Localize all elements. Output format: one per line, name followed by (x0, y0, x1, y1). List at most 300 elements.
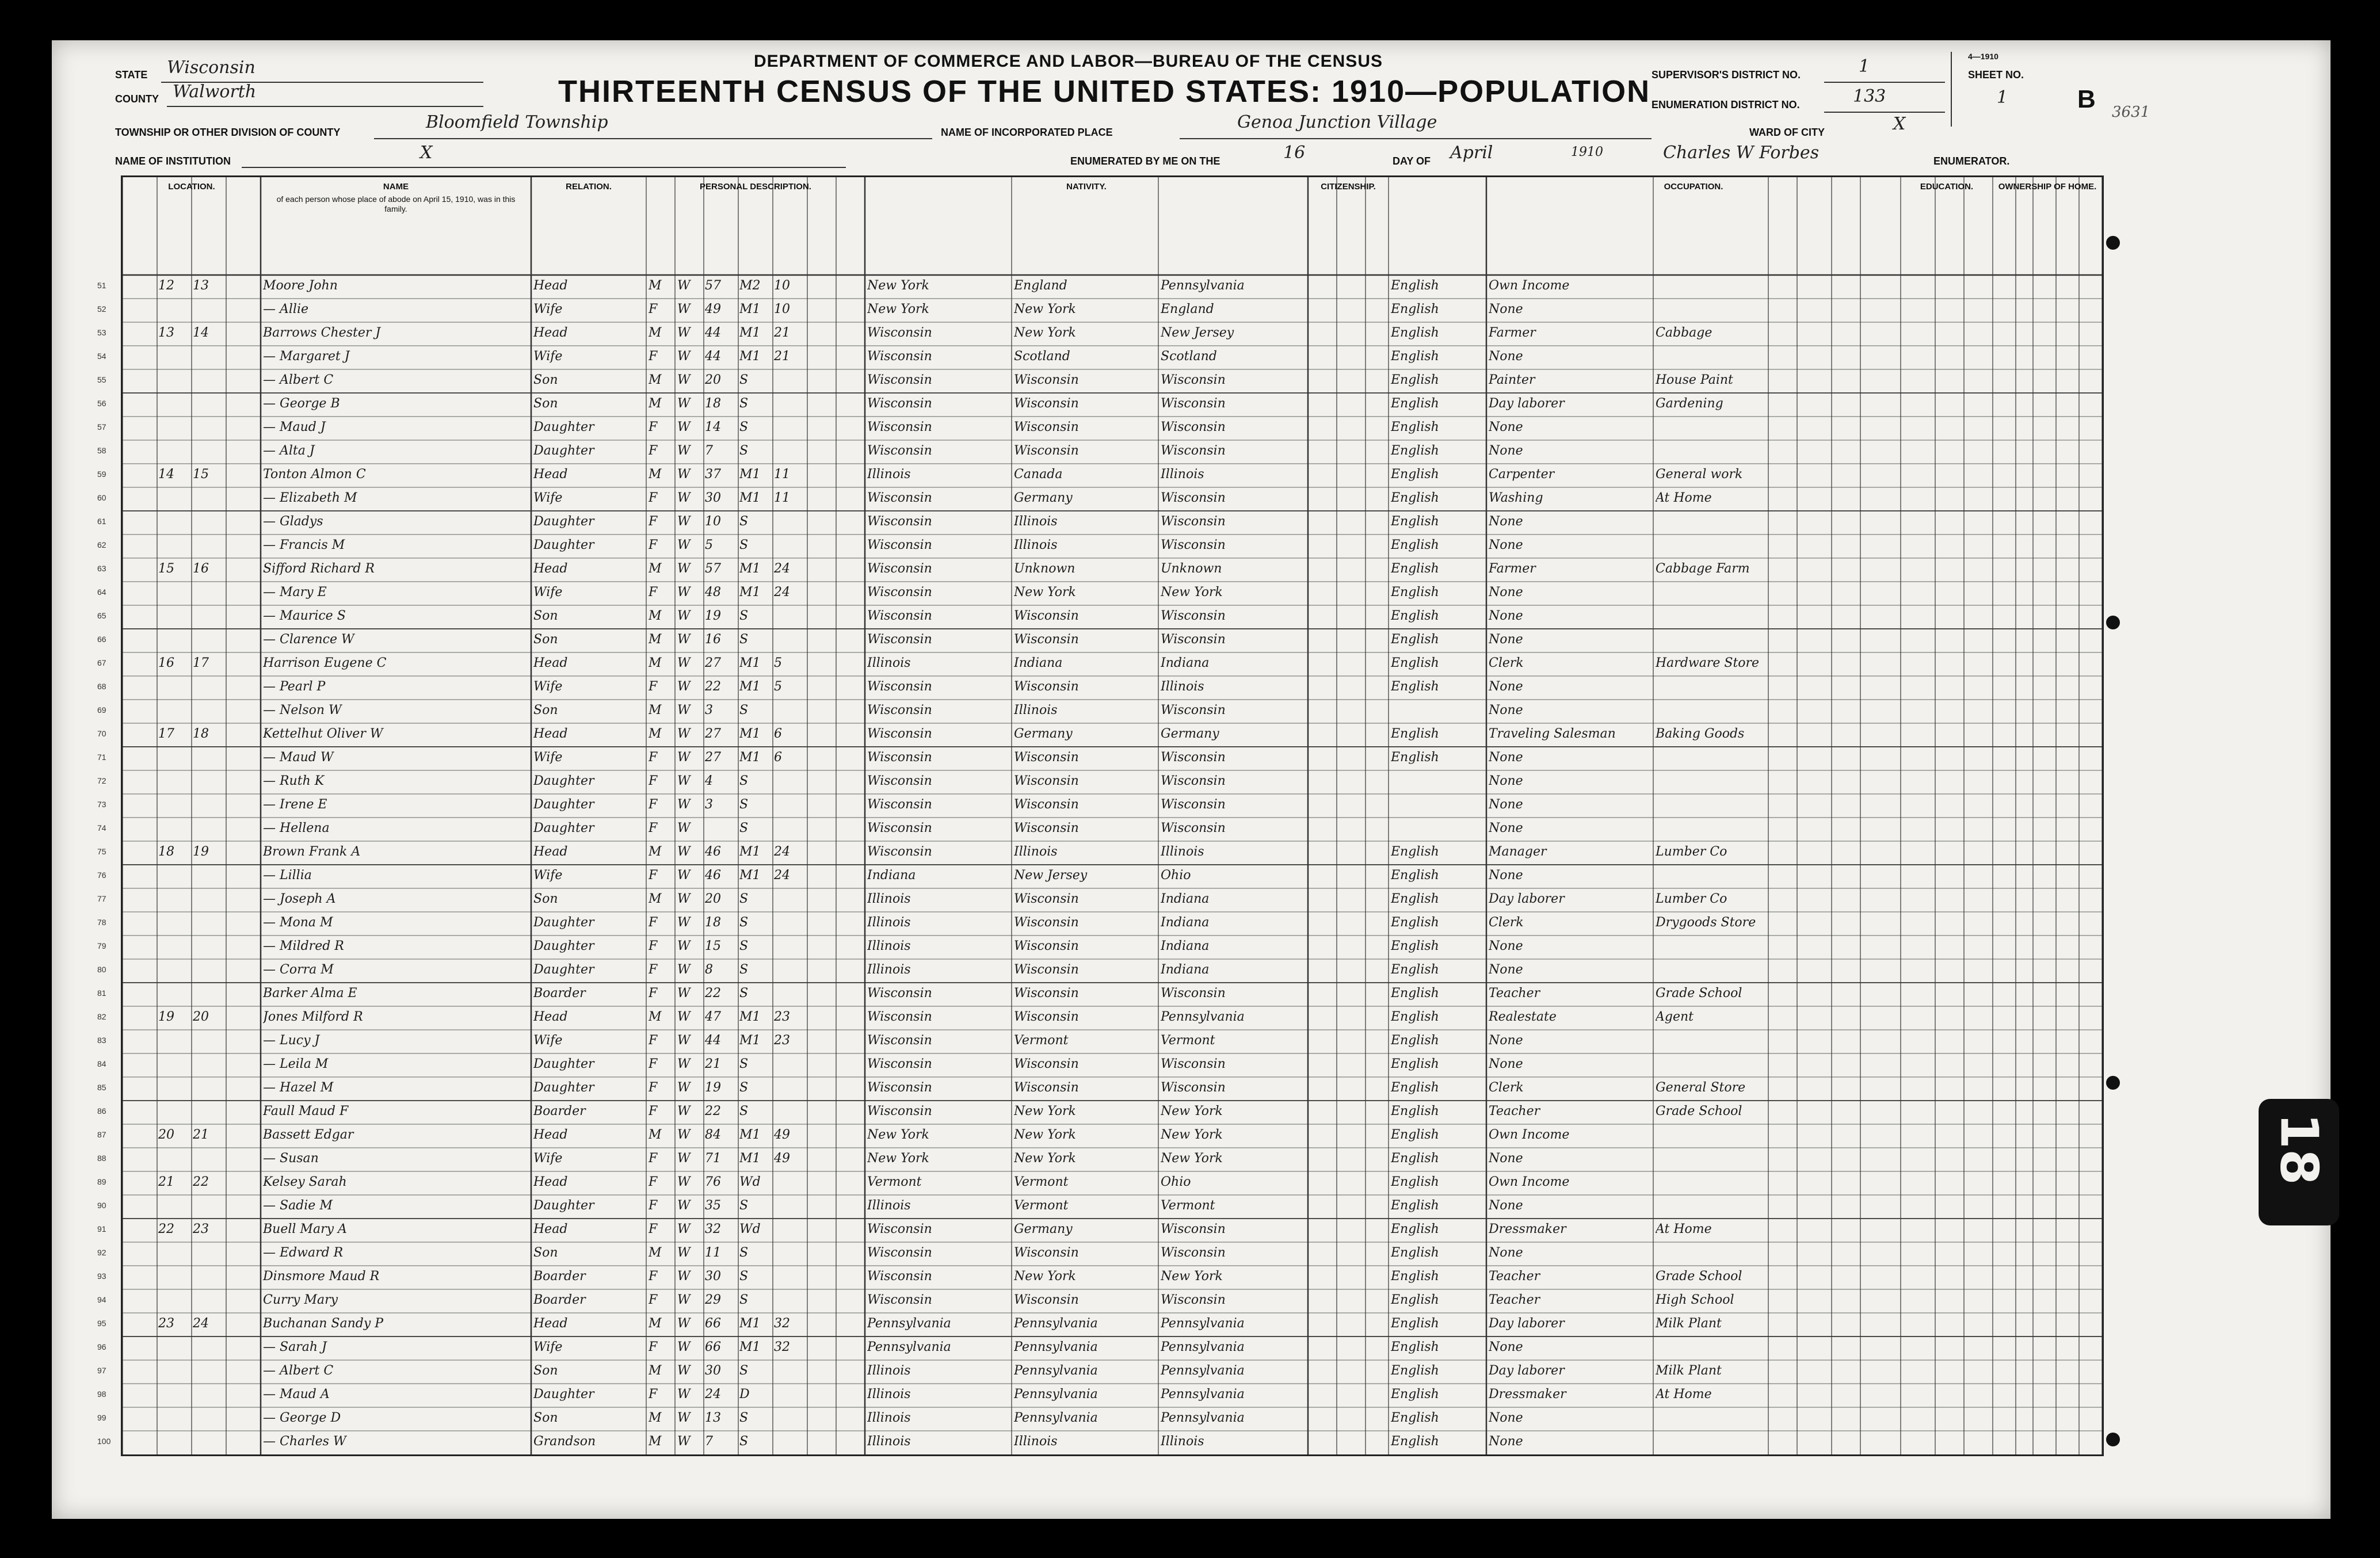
cell-age: 44 (705, 349, 721, 364)
cell-bp: Wisconsin (867, 349, 932, 364)
cell-occ: Clerk (1489, 915, 1524, 930)
cell-occ: None (1489, 679, 1523, 694)
cell-name: Dinsmore Maud R (263, 1269, 380, 1284)
cell-bpf: Wisconsin (1014, 420, 1079, 434)
cell-ind: Lumber Co (1656, 892, 1727, 906)
cell-ind: At Home (1656, 1387, 1712, 1402)
cell-race: W (677, 727, 691, 741)
line-number: 78 (97, 918, 106, 927)
cell-bpf: England (1014, 278, 1067, 293)
cell-ms: M1 (739, 845, 761, 859)
col-relation: RELATION. (566, 182, 612, 192)
table-row (97, 1407, 2102, 1431)
cell-lang: English (1391, 986, 1439, 1001)
cell-ind: Hardware Store (1656, 656, 1760, 670)
cell-occ: None (1489, 1198, 1523, 1213)
cell-sex: M (649, 727, 662, 741)
cell-lang: English (1391, 1340, 1439, 1354)
county-value: Walworth (173, 82, 257, 102)
line-number: 63 (97, 564, 106, 573)
cell-age: 46 (705, 868, 721, 883)
line-number: 73 (97, 800, 106, 809)
cell-bp: Wisconsin (867, 845, 932, 859)
cell-bpf: Germany (1014, 1222, 1073, 1236)
cell-ms: S (739, 444, 749, 458)
cell-lang: English (1391, 915, 1439, 930)
cell-age: 8 (705, 963, 713, 977)
cell-sex: F (649, 514, 658, 529)
census-title: THIRTEENTH CENSUS OF THE UNITED STATES: 1910—POPULATION (558, 74, 1651, 109)
cell-ms: M1 (739, 585, 761, 599)
cell-bpf: Wisconsin (1014, 396, 1079, 411)
cell-age: 49 (705, 302, 721, 316)
cell-ms: S (739, 1364, 749, 1378)
cell-race: W (677, 302, 691, 316)
cell-sex: F (649, 1387, 658, 1402)
cell-bpm: Wisconsin (1161, 632, 1226, 647)
cell-rel: Son (533, 892, 558, 906)
col-ownership: OWNERSHIP OF HOME. (1998, 182, 2097, 192)
cell-ms: S (739, 1411, 749, 1425)
cell-rel: Son (533, 632, 558, 647)
line-number: 65 (97, 611, 106, 620)
cell-bpf: New York (1014, 1269, 1076, 1284)
township-label: TOWNSHIP OR OTHER DIVISION OF COUNTY (115, 127, 341, 138)
cell-race: W (677, 326, 691, 340)
cell-ms: M1 (739, 1340, 761, 1354)
cell-age: 22 (705, 1104, 721, 1118)
cell-bp: Wisconsin (867, 1104, 932, 1118)
table-row (97, 299, 2102, 322)
cell-occ: None (1489, 609, 1523, 623)
cell-bpm: Wisconsin (1161, 1246, 1226, 1260)
cell-bp: Illinois (867, 1411, 911, 1425)
cell-name: — Susan (263, 1151, 319, 1166)
cell-bpm: Germany (1161, 727, 1219, 741)
binder-hole (2106, 1433, 2120, 1446)
cell-ms: S (739, 797, 749, 812)
table-row (97, 912, 2102, 935)
cell-ms: S (739, 821, 749, 835)
cell-bpf: New York (1014, 1104, 1076, 1118)
cell-ind: Cabbage (1656, 326, 1712, 340)
cell-bp: Illinois (867, 656, 911, 670)
cell-bpf: Wisconsin (1014, 609, 1079, 623)
cell-age: 29 (705, 1293, 721, 1307)
table-row (97, 605, 2102, 629)
cell-ind: Grade School (1656, 1104, 1742, 1118)
cell-ind: Gardening (1656, 396, 1723, 411)
cell-bp: Wisconsin (867, 538, 932, 552)
col-name-sub: of each person whose place of abode on April 15, 1910, was in this family. (276, 194, 516, 213)
cell-race: W (677, 1033, 691, 1048)
form-number: 4—1910 (1968, 52, 1998, 61)
table-row (97, 1148, 2102, 1171)
cell-yrs: 5 (774, 679, 782, 694)
cell-bp: Vermont (867, 1175, 922, 1189)
cell-rel: Head (533, 1175, 568, 1189)
cell-bpm: New York (1161, 585, 1223, 599)
cell-bpf: Wisconsin (1014, 939, 1079, 953)
census-table (97, 175, 2104, 1456)
cell-sex: F (649, 821, 658, 835)
cell-occ: None (1489, 585, 1523, 599)
cell-age: 71 (705, 1151, 721, 1166)
cell-race: W (677, 444, 691, 458)
cell-occ: None (1489, 514, 1523, 529)
cell-name: — Joseph A (263, 892, 336, 906)
cell-bpf: Illinois (1014, 538, 1058, 552)
cell-sex: M (649, 1411, 662, 1425)
cell-occ: None (1489, 420, 1523, 434)
cell-lang: English (1391, 727, 1439, 741)
table-row (97, 582, 2102, 605)
cell-fam: 24 (193, 1316, 209, 1331)
cell-occ: Painter (1489, 373, 1535, 387)
cell-rel: Wife (533, 1033, 563, 1048)
cell-lang: English (1391, 845, 1439, 859)
cell-bp: Illinois (867, 939, 911, 953)
cell-name: — Allie (263, 302, 309, 316)
cell-age: 13 (705, 1411, 721, 1425)
cell-lang: English (1391, 420, 1439, 434)
sheet-side: B (2077, 85, 2096, 113)
line-number: 79 (97, 941, 106, 950)
line-number: 92 (97, 1248, 106, 1257)
line-number: 77 (97, 894, 106, 903)
cell-bp: Wisconsin (867, 1033, 932, 1048)
cell-bp: New York (867, 1128, 929, 1142)
cell-bpm: Wisconsin (1161, 750, 1226, 765)
cell-rel: Son (533, 1364, 558, 1378)
cell-bpf: Illinois (1014, 514, 1058, 529)
cell-sex: F (649, 1175, 658, 1189)
col-nativity: NATIVITY. (1066, 182, 1107, 192)
cell-lang: English (1391, 278, 1439, 293)
cell-bp: New York (867, 278, 929, 293)
cell-race: W (677, 915, 691, 930)
cell-ms: S (739, 915, 749, 930)
cell-ms: S (739, 396, 749, 411)
cell-bpm: Pennsylvania (1161, 1316, 1245, 1331)
cell-rel: Wife (533, 1151, 563, 1166)
cell-race: W (677, 1222, 691, 1236)
cell-occ: None (1489, 302, 1523, 316)
cell-lang: English (1391, 679, 1439, 694)
cell-age: 24 (705, 1387, 721, 1402)
cell-race: W (677, 679, 691, 694)
cell-sex: F (649, 538, 658, 552)
cell-race: W (677, 562, 691, 576)
cell-bpm: Wisconsin (1161, 491, 1226, 505)
cell-bp: Wisconsin (867, 326, 932, 340)
cell-bpm: New York (1161, 1104, 1223, 1118)
line-number: 98 (97, 1389, 106, 1399)
cell-lang: English (1391, 538, 1439, 552)
table-row (97, 1313, 2102, 1336)
line-number: 64 (97, 587, 106, 597)
table-row (97, 511, 2102, 534)
cell-bpf: Wisconsin (1014, 892, 1079, 906)
enumerated-label: ENUMERATED BY ME ON THE (1070, 155, 1220, 167)
line-number: 90 (97, 1201, 106, 1210)
cell-bp: Wisconsin (867, 1010, 932, 1024)
cell-bp: Wisconsin (867, 1057, 932, 1071)
cell-ms: D (739, 1387, 750, 1402)
cell-race: W (677, 845, 691, 859)
incorporated-place-value: Genoa Junction Village (1237, 112, 1437, 132)
line-number: 70 (97, 729, 106, 738)
cell-sex: F (649, 679, 658, 694)
cell-age: 35 (705, 1198, 721, 1213)
census-sheet (52, 40, 2331, 1519)
cell-dw: 17 (158, 727, 174, 741)
cell-race: W (677, 1364, 691, 1378)
cell-bpf: Wisconsin (1014, 632, 1079, 647)
cell-occ: None (1489, 868, 1523, 883)
cell-yrs: 49 (774, 1151, 790, 1166)
cell-age: 84 (705, 1128, 721, 1142)
table-row (97, 700, 2102, 723)
cell-lang: English (1391, 444, 1439, 458)
cell-ms: S (739, 373, 749, 387)
cell-rel: Head (533, 278, 568, 293)
cell-ms: M2 (739, 278, 761, 293)
cell-ms: M1 (739, 1033, 761, 1048)
cell-race: W (677, 1387, 691, 1402)
cell-bpf: Wisconsin (1014, 444, 1079, 458)
frame-number-stamp (2259, 1099, 2339, 1225)
cell-ms: S (739, 1057, 749, 1071)
cell-ms: M1 (739, 1316, 761, 1331)
cell-ms: M1 (739, 750, 761, 765)
table-row (97, 770, 2102, 794)
cell-name: — Mary E (263, 585, 327, 599)
line-number: 59 (97, 469, 106, 479)
cell-occ: None (1489, 963, 1523, 977)
cell-bpm: Vermont (1161, 1033, 1215, 1048)
line-number: 56 (97, 399, 106, 408)
cell-yrs: 24 (774, 585, 790, 599)
cell-bpm: Wisconsin (1161, 609, 1226, 623)
day-value: 16 (1283, 143, 1306, 163)
line-number: 72 (97, 776, 106, 785)
cell-occ: Own Income (1489, 1175, 1570, 1189)
cell-occ: None (1489, 1151, 1523, 1166)
line-number: 84 (97, 1059, 106, 1068)
cell-race: W (677, 1104, 691, 1118)
cell-yrs: 32 (774, 1316, 790, 1331)
cell-age: 15 (705, 939, 721, 953)
institution-value: X (420, 143, 433, 163)
cell-bpf: New York (1014, 585, 1076, 599)
cell-lang: English (1391, 1057, 1439, 1071)
cell-bpf: Wisconsin (1014, 1010, 1079, 1024)
cell-ind: Grade School (1656, 1269, 1742, 1284)
cell-sex: F (649, 939, 658, 953)
line-number: 97 (97, 1366, 106, 1375)
table-row (97, 464, 2102, 487)
cell-occ: None (1489, 1411, 1523, 1425)
line-number: 94 (97, 1295, 106, 1304)
col-personal: PERSONAL DESCRIPTION. (700, 182, 811, 192)
cell-lang: English (1391, 1080, 1439, 1095)
cell-name: — Alta J (263, 444, 315, 458)
cell-dw: 19 (158, 1010, 174, 1024)
cell-ind: General Store (1656, 1080, 1746, 1095)
cell-bpf: Pennsylvania (1014, 1340, 1098, 1354)
cell-dw: 15 (158, 562, 174, 576)
cell-age: 7 (705, 1434, 713, 1449)
cell-lang: English (1391, 963, 1439, 977)
cell-age: 21 (705, 1057, 721, 1071)
cell-rel: Grandson (533, 1434, 596, 1449)
cell-bpf: Illinois (1014, 845, 1058, 859)
cell-ind: High School (1656, 1293, 1734, 1307)
cell-ms: M1 (739, 491, 761, 505)
cell-rel: Wife (533, 1340, 563, 1354)
cell-age: 19 (705, 609, 721, 623)
table-row (97, 1242, 2102, 1266)
cell-ms: Wd (739, 1222, 761, 1236)
cell-bp: Wisconsin (867, 562, 932, 576)
cell-rel: Wife (533, 868, 563, 883)
cell-bp: Wisconsin (867, 585, 932, 599)
cell-ind: Milk Plant (1656, 1364, 1722, 1378)
cell-occ: None (1489, 1340, 1523, 1354)
line-number: 96 (97, 1342, 106, 1351)
cell-sex: M (649, 845, 662, 859)
cell-sex: F (649, 1104, 658, 1118)
cell-bpf: Wisconsin (1014, 679, 1079, 694)
cell-lang: English (1391, 1151, 1439, 1166)
cell-bp: Wisconsin (867, 1222, 932, 1236)
cell-occ: None (1489, 444, 1523, 458)
cell-occ: Day laborer (1489, 892, 1565, 906)
cell-race: W (677, 1434, 691, 1449)
cell-name: — Gladys (263, 514, 323, 529)
cell-dw: 13 (158, 326, 174, 340)
cell-lang: English (1391, 939, 1439, 953)
cell-lang: English (1391, 514, 1439, 529)
line-number: 57 (97, 422, 106, 431)
line-number: 85 (97, 1083, 106, 1092)
cell-name: Barker Alma E (263, 986, 357, 1001)
cell-ms: M1 (739, 1010, 761, 1024)
cell-bp: Wisconsin (867, 444, 932, 458)
cell-race: W (677, 491, 691, 505)
cell-occ: Dressmaker (1489, 1387, 1566, 1402)
cell-yrs: 11 (774, 491, 790, 505)
cell-bpm: Wisconsin (1161, 1222, 1226, 1236)
cell-occ: None (1489, 538, 1523, 552)
cell-name: — Lillia (263, 868, 312, 883)
table-row (97, 629, 2102, 652)
cell-occ: Washing (1489, 491, 1543, 505)
cell-ms: S (739, 892, 749, 906)
cell-name: — George B (263, 396, 340, 411)
line-number: 95 (97, 1319, 106, 1328)
cell-lang: English (1391, 373, 1439, 387)
cell-fam: 20 (193, 1010, 209, 1024)
cell-rel: Head (533, 656, 568, 670)
cell-bpm: Illinois (1161, 845, 1204, 859)
cell-dw: 23 (158, 1316, 174, 1331)
cell-lang: English (1391, 1364, 1439, 1378)
cell-fam: 15 (193, 467, 209, 482)
cell-bp: Wisconsin (867, 514, 932, 529)
cell-bpm: Wisconsin (1161, 1057, 1226, 1071)
cell-fam: 16 (193, 562, 209, 576)
cell-bpm: Pennsylvania (1161, 1340, 1245, 1354)
cell-bpm: Vermont (1161, 1198, 1215, 1213)
cell-ms: M1 (739, 562, 761, 576)
cell-fam: 17 (193, 656, 209, 670)
cell-bp: Wisconsin (867, 986, 932, 1001)
cell-occ: Teacher (1489, 986, 1540, 1001)
table-row (97, 747, 2102, 770)
cell-sex: F (649, 915, 658, 930)
cell-bp: Illinois (867, 467, 911, 482)
cell-name: — Irene E (263, 797, 327, 812)
cell-occ: Clerk (1489, 1080, 1524, 1095)
cell-bp: Wisconsin (867, 1269, 932, 1284)
cell-name: — Leila M (263, 1057, 329, 1071)
cell-fam: 19 (193, 845, 209, 859)
table-row (97, 1171, 2102, 1195)
cell-race: W (677, 420, 691, 434)
cell-rel: Son (533, 703, 558, 717)
enumerator-label: ENUMERATOR. (1933, 155, 2010, 167)
cell-race: W (677, 349, 691, 364)
cell-occ: Realestate (1489, 1010, 1557, 1024)
cell-ms: M1 (739, 1128, 761, 1142)
cell-sex: M (649, 467, 662, 482)
cell-bpf: Germany (1014, 491, 1073, 505)
cell-bpm: Unknown (1161, 562, 1222, 576)
cell-dw: 22 (158, 1222, 174, 1236)
cell-lang: English (1391, 1175, 1439, 1189)
line-number: 86 (97, 1106, 106, 1116)
binder-hole (2106, 1076, 2120, 1090)
table-row (97, 888, 2102, 912)
cell-dw: 21 (158, 1175, 174, 1189)
cell-bpf: Wisconsin (1014, 1293, 1079, 1307)
cell-bpm: Ohio (1161, 868, 1191, 883)
cell-sex: M (649, 562, 662, 576)
cell-bp: Illinois (867, 963, 911, 977)
cell-sex: M (649, 326, 662, 340)
cell-bpf: New Jersey (1014, 868, 1088, 883)
cell-name: — Hellena (263, 821, 330, 835)
cell-name: Kettelhut Oliver W (263, 727, 383, 741)
cell-bp: New York (867, 302, 929, 316)
cell-occ: Clerk (1489, 656, 1524, 670)
cell-sex: M (649, 278, 662, 293)
table-row (97, 723, 2102, 747)
enumerator-value: Charles W Forbes (1663, 143, 1820, 163)
cell-ms: M1 (739, 326, 761, 340)
cell-age: 48 (705, 585, 721, 599)
table-row (97, 1195, 2102, 1219)
cell-ind: Lumber Co (1656, 845, 1727, 859)
cell-rel: Head (533, 1316, 568, 1331)
cell-race: W (677, 1151, 691, 1166)
cell-occ: Carpenter (1489, 467, 1555, 482)
cell-ind: Cabbage Farm (1656, 562, 1750, 576)
cell-sex: F (649, 420, 658, 434)
cell-ms: M1 (739, 302, 761, 316)
